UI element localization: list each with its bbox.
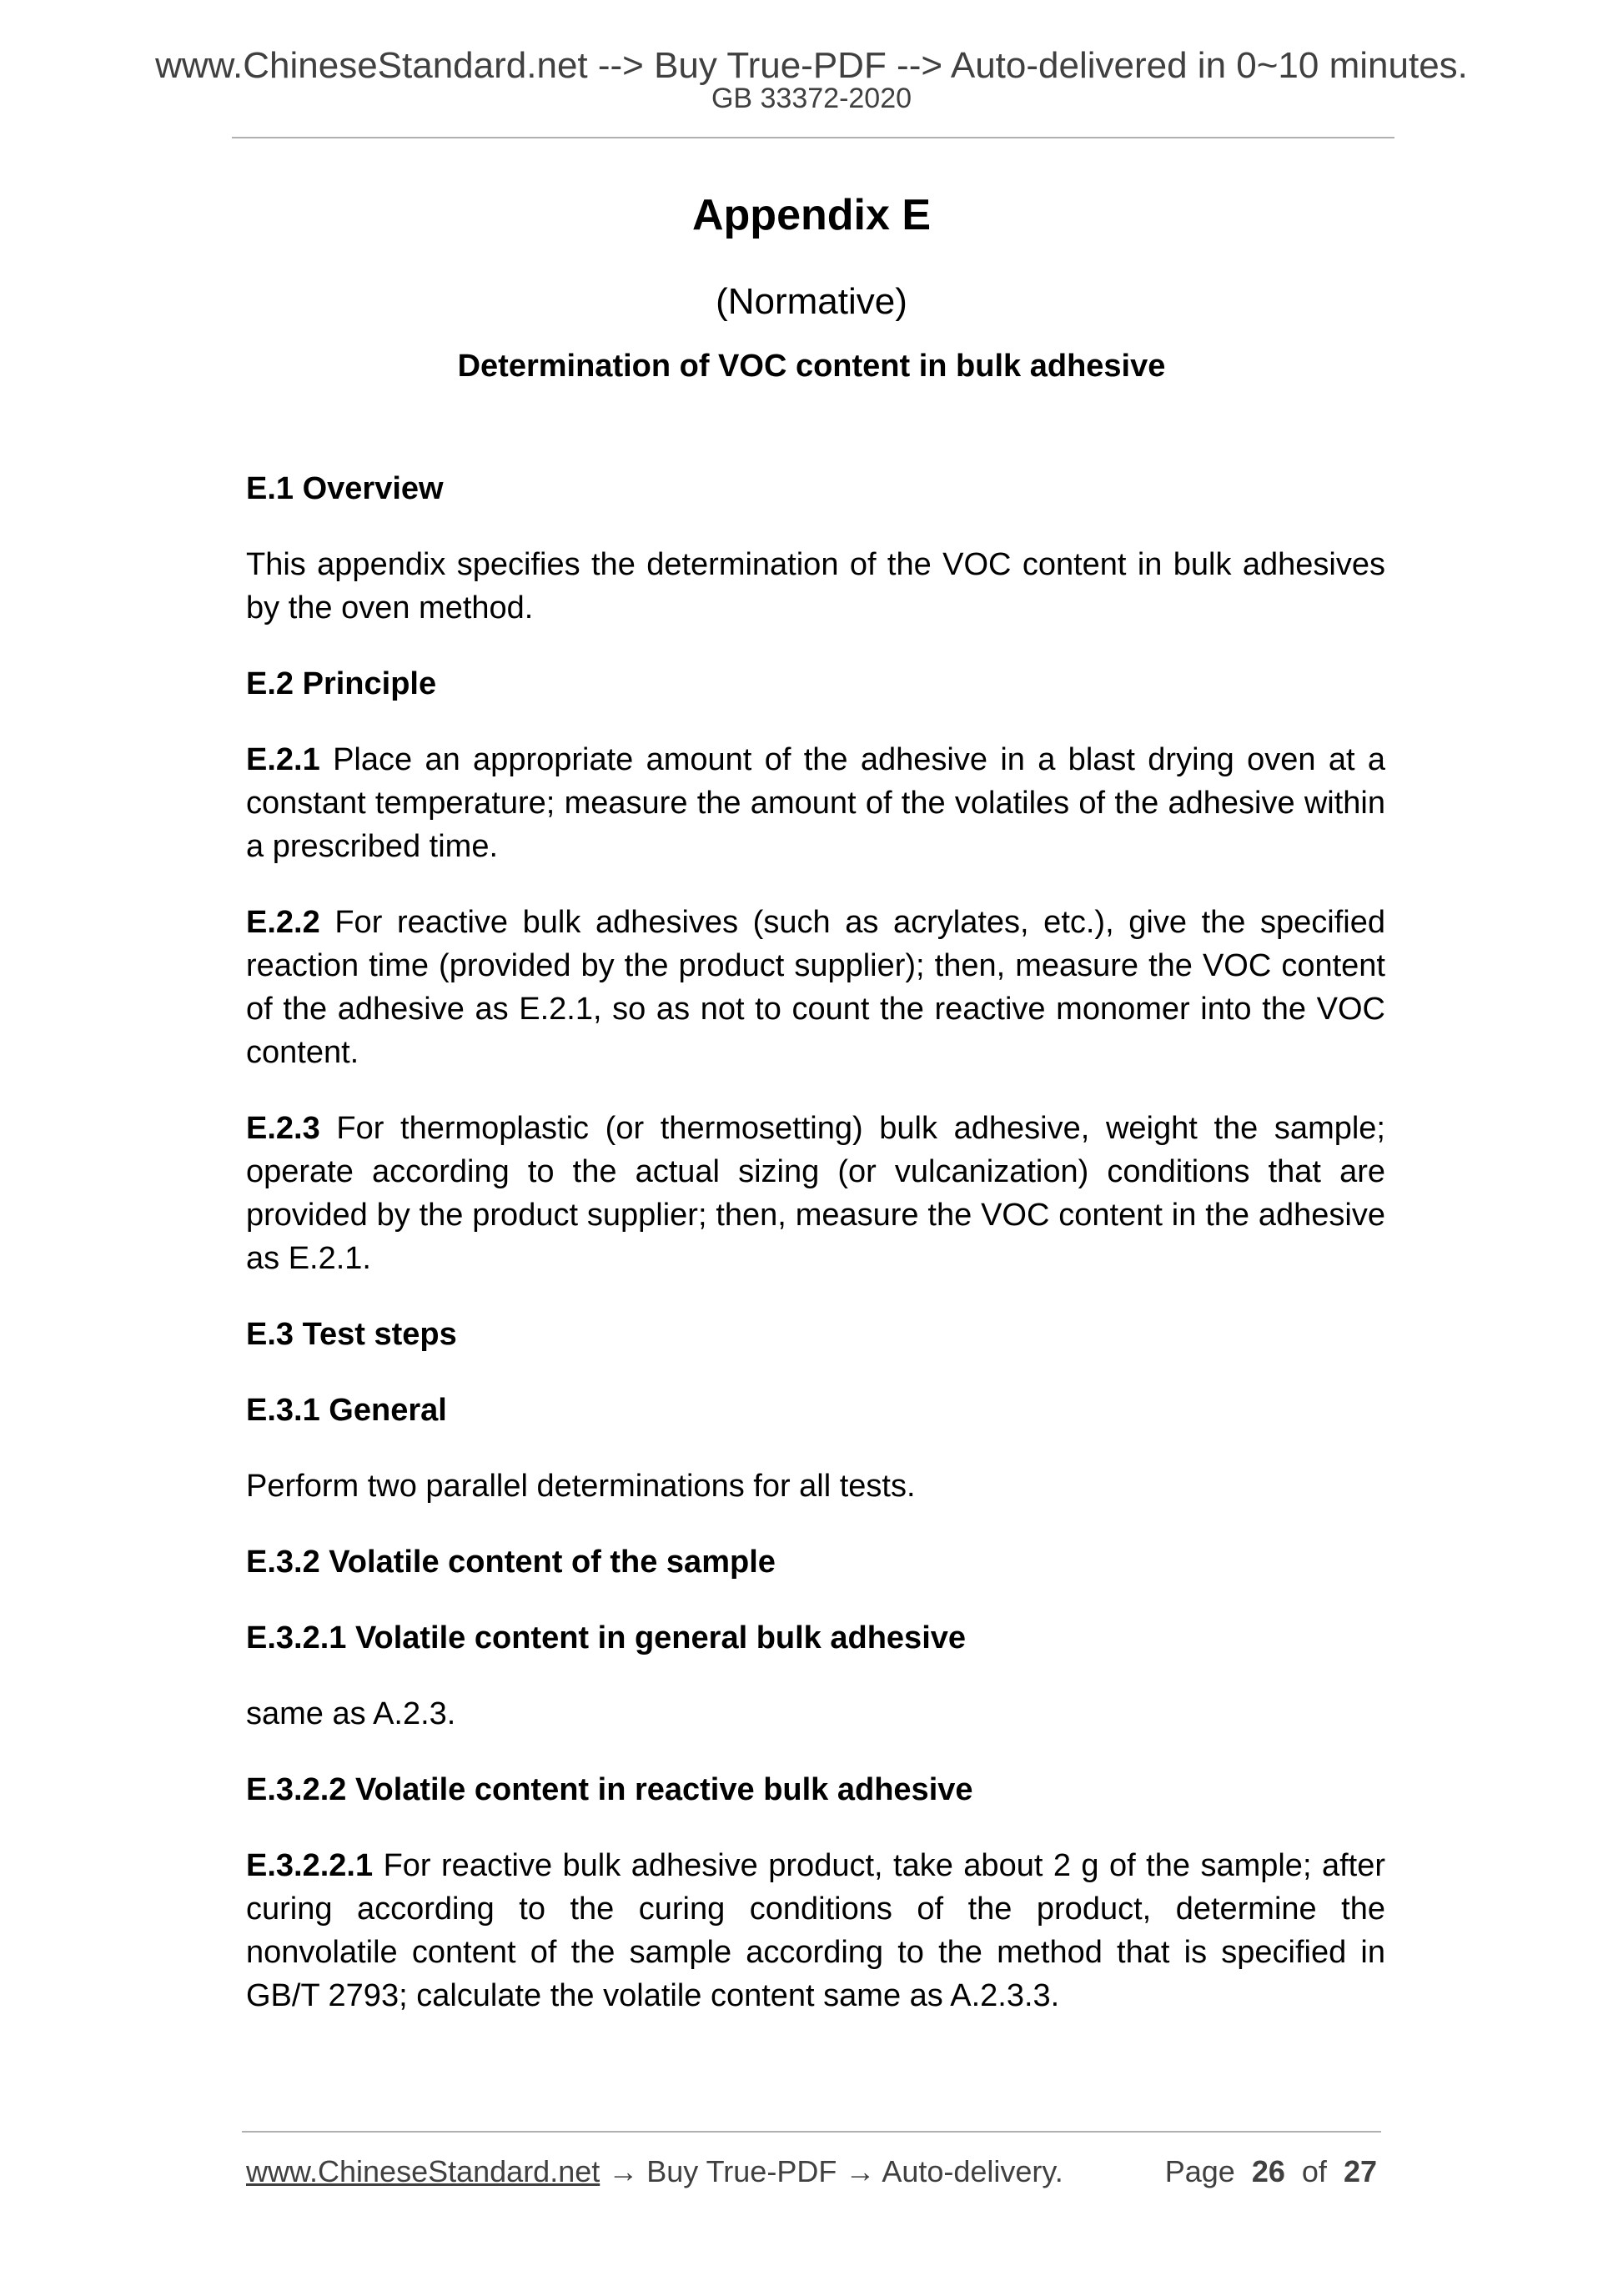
- page-total: 27: [1343, 2154, 1377, 2188]
- appendix-heading: Determination of VOC content in bulk adhesive: [457, 349, 1166, 384]
- section-heading-e3-2-2: E.3.2.2 Volatile content in reactive bulk adhesive: [246, 1772, 973, 1807]
- footer-divider: [242, 2131, 1381, 2133]
- clause-text: Place an appropriate amount of the adhesive in a blast drying oven at a constant temperature; measure the amount of the volatiles of the adhesive within a prescribed time.: [246, 742, 1385, 864]
- section-heading-e3: E.3 Test steps: [246, 1317, 457, 1352]
- page-current: 26: [1251, 2154, 1285, 2188]
- document-code: GB 33372-2020: [711, 83, 912, 114]
- clause-text: For reactive bulk adhesives (such as acrylates, etc.), give the specified reaction time (provided by the product supplier); then, measure the VOC content of the adhesive as E.2.1, so as not to count the reactive monomer into the VOC content.: [246, 905, 1385, 1070]
- clause-e2-2: [246, 901, 1385, 1074]
- footer-promo-text: → Buy True-PDF → Auto-delivery.: [600, 2154, 1063, 2188]
- clause-number: E.3.2.2.1: [246, 1848, 374, 1883]
- clause-e3-2-2-1: [246, 1844, 1385, 2017]
- section-text-e3-1: Perform two parallel determinations for all tests.: [246, 1469, 916, 1504]
- section-text-e3-2-1: same as A.2.3.: [246, 1696, 456, 1731]
- clause-number: E.2.1: [246, 742, 320, 777]
- appendix-subtitle: (Normative): [716, 281, 907, 322]
- clause-text: For reactive bulk adhesive product, take about 2 g of the sample; after curing according to the curing conditions of the product, determine the nonvolatile content of the sample according to the method that is specified in GB/T 2793; calculate the volatile content same as A.2.3.3.: [246, 1848, 1385, 2013]
- header-divider: [232, 137, 1394, 138]
- section-heading-e3-1: E.3.1 General: [246, 1393, 447, 1428]
- page-number: [1165, 2153, 1377, 2190]
- section-heading-e3-2-1: E.3.2.1 Volatile content in general bulk adhesive: [246, 1620, 967, 1655]
- section-heading-e3-2: E.3.2 Volatile content of the sample: [246, 1545, 776, 1580]
- appendix-title: Appendix E: [691, 191, 932, 239]
- page-label: Page: [1164, 2154, 1235, 2188]
- header-banner: www.ChineseStandard.net --> Buy True-PDF --> Auto-delivered in 0~10 minutes.: [155, 45, 1468, 86]
- clause-number: E.2.3: [246, 1111, 320, 1146]
- footer-site-link[interactable]: www.ChineseStandard.net: [246, 2154, 600, 2188]
- page-of: of: [1301, 2154, 1327, 2188]
- section-heading-e2: E.2 Principle: [246, 666, 437, 701]
- clause-text: For thermoplastic (or thermosetting) bulk adhesive, weight the sample; operate according to the actual sizing (or vulcanization) conditions that are provided by the product supplier; then, measure the VOC content in the adhesive as E.2.1.: [246, 1111, 1385, 1276]
- clause-e2-3: [246, 1107, 1385, 1280]
- document-body: [246, 467, 1385, 2050]
- section-heading-e1: E.1 Overview: [246, 471, 444, 506]
- clause-e2-1: [246, 738, 1385, 868]
- section-text-e1: This appendix specifies the determination of the VOC content in bulk adhesives by the oven method.: [246, 547, 1385, 625]
- footer-promo: [246, 2153, 1063, 2190]
- clause-number: E.2.2: [246, 905, 320, 940]
